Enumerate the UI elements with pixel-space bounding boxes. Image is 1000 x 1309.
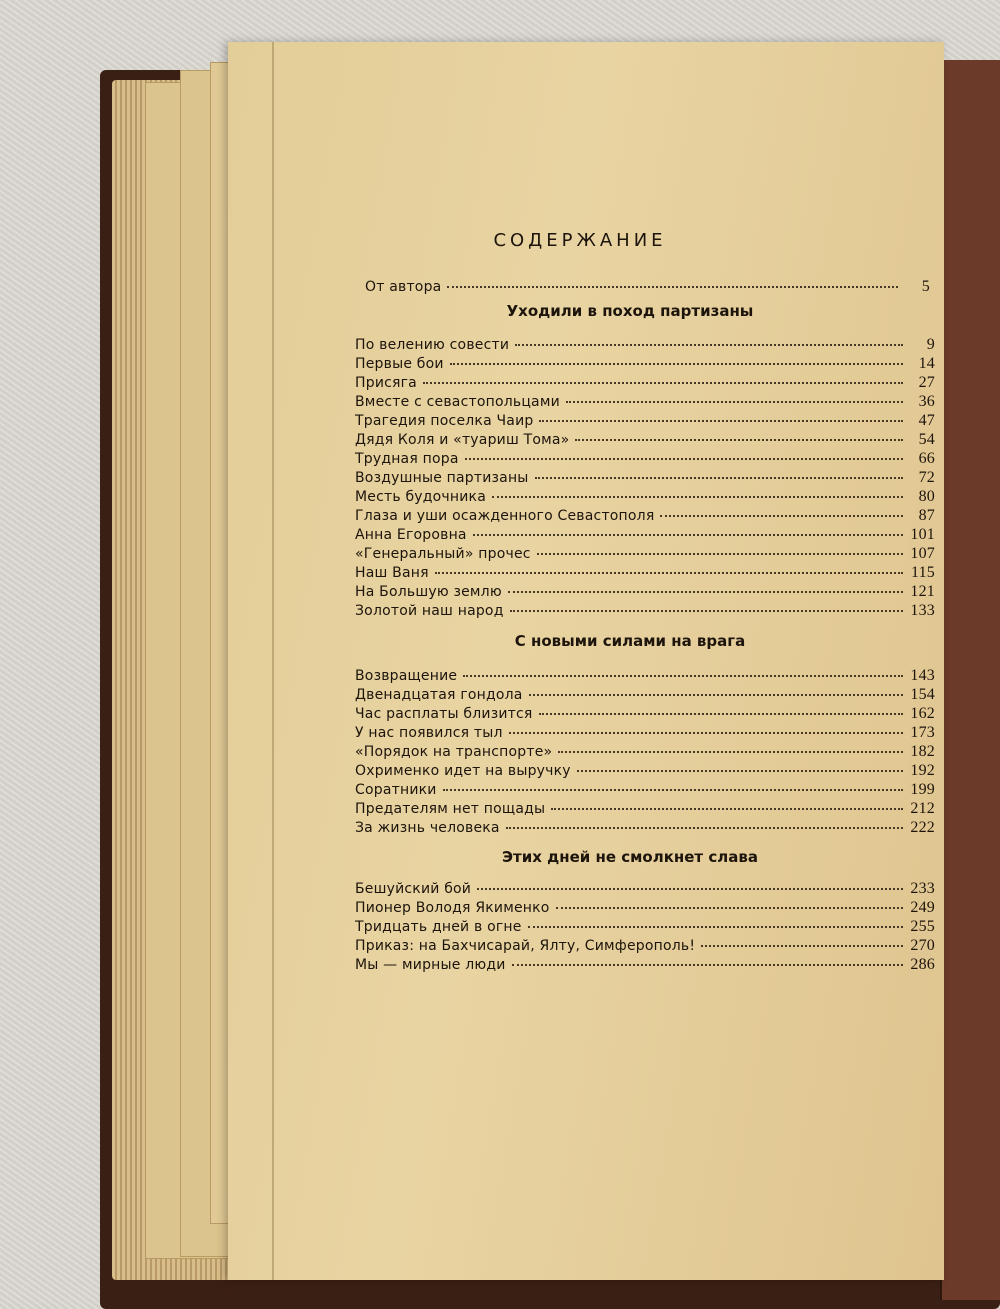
entry-page: 27 — [918, 374, 935, 391]
dot-leader — [510, 610, 903, 612]
entry-page: 270 — [910, 937, 935, 954]
entry-title: От автора — [365, 279, 442, 295]
entry-title: Первые бои — [355, 356, 444, 372]
entry-title: Бешуйский бой — [355, 881, 472, 897]
entry-page: 9 — [926, 336, 935, 353]
entry-page: 286 — [910, 956, 935, 973]
dot-leader — [477, 888, 903, 890]
dot-leader — [435, 572, 903, 574]
entry-title: «Порядок на транспорте» — [355, 744, 553, 760]
dot-leader — [463, 675, 903, 677]
toc-entry — [355, 545, 935, 563]
dot-leader — [515, 344, 903, 346]
entry-title: Трагедия поселка Чаир — [355, 413, 534, 429]
dot-leader — [535, 477, 903, 479]
toc-entry — [355, 899, 935, 917]
dot-leader — [701, 945, 903, 947]
entry-title: Анна Егоровна — [355, 527, 467, 543]
section-heading: С новыми силами на врага — [514, 632, 746, 650]
entry-page: 101 — [910, 526, 935, 543]
toc-entry — [355, 819, 935, 837]
entry-title: На Большую землю — [355, 584, 502, 600]
entry-title: Воздушные партизаны — [355, 470, 529, 486]
dot-leader — [508, 591, 903, 593]
entry-page: 154 — [910, 686, 935, 703]
toc-entry — [355, 743, 935, 761]
toc-entry — [355, 800, 935, 818]
entry-page: 115 — [910, 564, 935, 581]
entry-title: Золотой наш народ — [355, 603, 504, 619]
toc-entry — [355, 564, 935, 582]
entry-page: 199 — [910, 781, 935, 798]
toc-entry — [355, 450, 935, 468]
entry-page: 173 — [910, 724, 935, 741]
toc-entry — [355, 374, 935, 392]
toc-entry — [355, 412, 935, 430]
entry-page: 182 — [910, 743, 935, 760]
entry-page: 133 — [910, 602, 935, 619]
entry-page: 143 — [910, 667, 935, 684]
toc-entry — [355, 781, 935, 799]
entry-page: 233 — [910, 880, 935, 897]
entry-page: 80 — [918, 488, 935, 505]
entry-title: Час расплаты близится — [355, 706, 533, 722]
toc-title: СОДЕРЖАНИЕ — [493, 230, 667, 251]
entry-page: 14 — [918, 355, 935, 372]
entry-title: За жизнь человека — [355, 820, 500, 836]
dot-leader — [558, 751, 903, 753]
entry-page: 5 — [921, 278, 930, 295]
toc-entry — [355, 705, 935, 723]
entry-page: 66 — [918, 450, 935, 467]
toc-entry — [355, 602, 935, 620]
toc-entry — [355, 488, 935, 506]
entry-page: 54 — [918, 431, 935, 448]
entry-title: Месть будочника — [355, 489, 486, 505]
entry-page: 249 — [910, 899, 935, 916]
toc-entry — [355, 880, 935, 898]
dot-leader — [423, 382, 903, 384]
dot-leader — [566, 401, 903, 403]
toc-entry — [355, 667, 935, 685]
toc-entry — [355, 956, 935, 974]
toc-entry — [355, 507, 935, 525]
entry-page: 87 — [918, 507, 935, 524]
dot-leader — [512, 964, 903, 966]
dot-leader — [575, 439, 903, 441]
dot-leader — [450, 363, 903, 365]
toc-entry — [355, 686, 935, 704]
entry-title: «Генеральный» прочес — [355, 546, 531, 562]
dot-leader — [506, 827, 903, 829]
entry-title: Соратники — [355, 782, 437, 798]
entry-page: 121 — [910, 583, 935, 600]
entry-page: 107 — [910, 545, 935, 562]
entry-title: Пионер Володя Якименко — [355, 900, 550, 916]
dot-leader — [492, 496, 903, 498]
entry-page: 47 — [918, 412, 935, 429]
dot-leader — [537, 553, 903, 555]
entry-page: 212 — [910, 800, 935, 817]
dot-leader — [509, 732, 903, 734]
toc-entry-intro — [365, 278, 930, 296]
entry-title: Присяга — [355, 375, 417, 391]
entry-title: Мы — мирные люди — [355, 957, 506, 973]
entry-title: Двенадцатая гондола — [355, 687, 523, 703]
entry-title: Вместе с севастопольцами — [355, 394, 560, 410]
dot-leader — [443, 789, 903, 791]
toc-entry — [355, 336, 935, 354]
toc-entry — [355, 431, 935, 449]
toc-entry — [355, 583, 935, 601]
entry-title: Приказ: на Бахчисарай, Ялту, Симферополь! — [355, 938, 696, 954]
dot-leader — [528, 926, 903, 928]
entry-title: Тридцать дней в огне — [355, 919, 522, 935]
dot-leader — [465, 458, 903, 460]
toc-entry — [355, 918, 935, 936]
dot-leader — [473, 534, 903, 536]
entry-page: 255 — [910, 918, 935, 935]
entry-title: У нас появился тыл — [355, 725, 503, 741]
entry-title: Глаза и уши осажденного Севастополя — [355, 508, 655, 524]
entry-page: 192 — [910, 762, 935, 779]
section-heading: Этих дней не смолкнет слава — [502, 848, 758, 866]
toc-entry — [355, 937, 935, 955]
dot-leader — [551, 808, 903, 810]
dot-leader — [447, 286, 898, 288]
dot-leader — [529, 694, 903, 696]
entry-page: 222 — [910, 819, 935, 836]
dot-leader — [660, 515, 903, 517]
section-heading: Уходили в поход партизаны — [506, 302, 754, 320]
entry-page: 72 — [918, 469, 935, 486]
toc-entry — [355, 526, 935, 544]
toc-entry — [355, 762, 935, 780]
entry-page: 162 — [910, 705, 935, 722]
entry-title: По велению совести — [355, 337, 510, 353]
entry-title: Дядя Коля и «туариш Тома» — [355, 432, 570, 448]
entry-page: 36 — [918, 393, 935, 410]
toc-entry — [355, 355, 935, 373]
dot-leader — [556, 907, 903, 909]
entry-title: Трудная пора — [355, 451, 459, 467]
dot-leader — [577, 770, 903, 772]
entry-title: Охрименко идет на выручку — [355, 763, 571, 779]
entry-title: Предателям нет пощады — [355, 801, 546, 817]
dot-leader — [539, 713, 903, 715]
toc-entry — [355, 469, 935, 487]
toc-entry — [355, 724, 935, 742]
toc-entry — [355, 393, 935, 411]
dot-leader — [539, 420, 903, 422]
entry-title: Наш Ваня — [355, 565, 429, 581]
entry-title: Возвращение — [355, 668, 458, 684]
